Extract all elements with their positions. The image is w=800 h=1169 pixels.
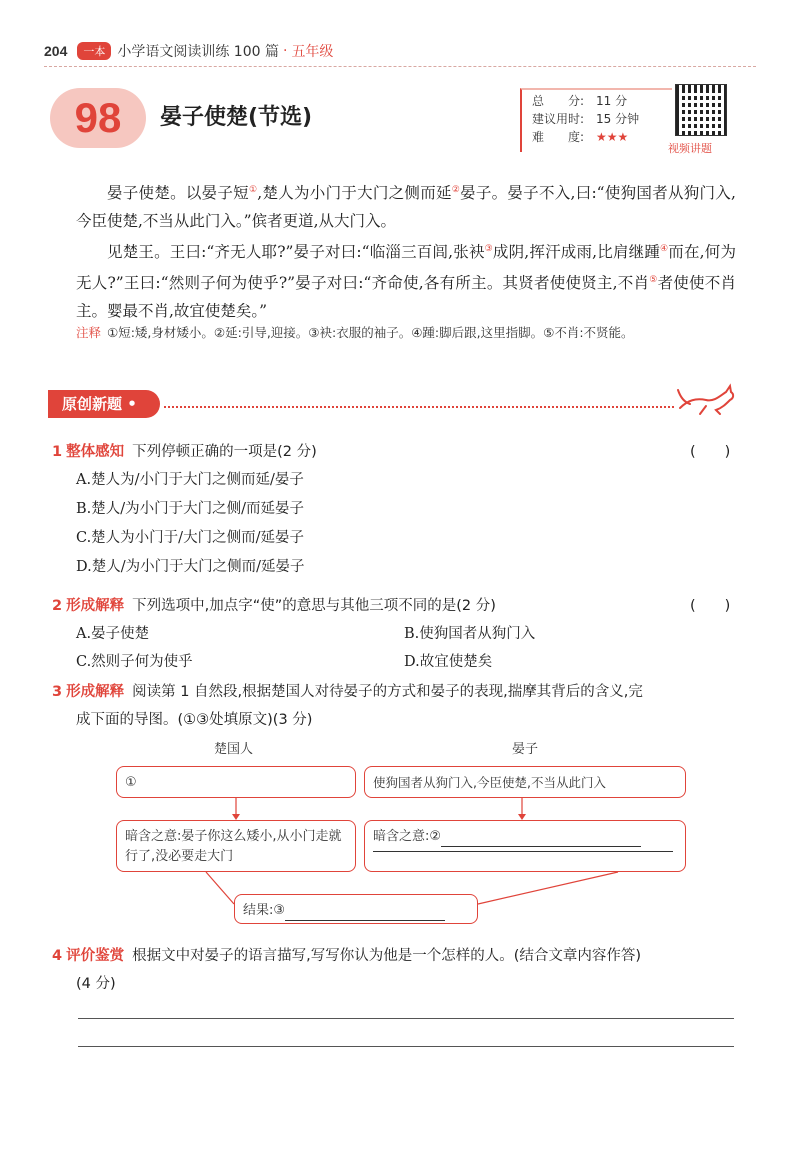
mindmap-box-bottom[interactable] xyxy=(234,894,478,924)
section-divider xyxy=(164,406,674,408)
question-4 xyxy=(52,944,641,965)
question-2 xyxy=(52,594,496,615)
mindmap-box-right-top: 使狗国者从狗门入,今臣使楚,不当从此门入 xyxy=(364,766,686,798)
running-cat-icon xyxy=(676,380,736,416)
book-title: 小学语文阅读训练 100 篇 xyxy=(117,44,279,60)
mindmap-box-right-mid[interactable] xyxy=(364,820,686,872)
q2-option-d[interactable]: D.故宜使楚矣 xyxy=(404,654,493,670)
q2-option-b[interactable]: B.使狗国者从狗门入 xyxy=(404,626,536,642)
answer-bracket-2[interactable]: ( ) xyxy=(690,598,731,614)
blank-prompt: 结果:③ xyxy=(243,903,286,918)
lesson-number: 98 xyxy=(74,94,122,141)
lesson-title: 晏子使楚(节选) xyxy=(160,105,313,130)
annotations-text: ①短:矮,身材矮小。②延:引导,迎接。③袂:衣服的袖子。④踵:脚后跟,这里指脚。⑤不肖:不贤能。 xyxy=(107,325,634,340)
question-tag: 形成解释 xyxy=(66,684,125,700)
page-header xyxy=(44,40,333,62)
difficulty-label: 难 度: xyxy=(532,130,585,144)
question-4-line-2: (4 分) xyxy=(76,976,116,992)
footnote-marker: ⑤ xyxy=(649,275,658,286)
answer-line-1[interactable] xyxy=(78,1018,734,1019)
question-1 xyxy=(52,440,317,461)
footnote-marker: ① xyxy=(248,185,258,195)
lesson-number-badge xyxy=(50,88,146,148)
mindmap-box-left-top[interactable] xyxy=(116,766,356,798)
passage-paragraph-2 xyxy=(76,235,736,325)
passage-text: 而在,何为无人?”王曰:“然则子何为使乎?”晏子对曰:“齐命使,各有所主。其贤者使使贤主,不肖 xyxy=(76,243,736,293)
score-label: 总 分: xyxy=(532,94,585,108)
question-number: 4 xyxy=(52,948,63,964)
question-number: 1 xyxy=(52,444,63,460)
blank-prompt: 暗含之意:② xyxy=(373,829,442,844)
footnote-marker: ④ xyxy=(660,244,669,255)
score-value: 11 分 xyxy=(596,94,628,108)
passage-text: 者使使不肖主。婴最不肖,故宜使楚矣。” xyxy=(76,274,736,321)
passage-text: 见楚王。王曰:“齐无人耶?”晏子对曰:“临淄三百闾,张袂 xyxy=(107,243,485,262)
question-tag: 评价鉴赏 xyxy=(66,948,125,964)
question-text: 下列停顿正确的一项是(2 分) xyxy=(132,444,317,460)
section-tag: 原创新题 • xyxy=(48,390,160,418)
question-number: 2 xyxy=(52,598,63,614)
passage-text: 晏子。晏子不入,曰:“使狗国者从狗门入,今臣使楚,不当从此门入。”傧者更道,从大门入。 xyxy=(76,184,736,231)
q1-option-d[interactable]: D.楚人/为小门于大门之侧而/延晏子 xyxy=(76,559,305,575)
q1-option-a[interactable]: A.楚人为/小门于大门之侧而延/晏子 xyxy=(76,472,304,488)
lesson-meta xyxy=(520,88,672,152)
page-number: 204 xyxy=(44,43,68,59)
mindmap-col-left: 楚国人 xyxy=(214,742,254,757)
difficulty-stars: ★★★ xyxy=(596,130,629,144)
answer-blank-2-line-2[interactable] xyxy=(373,851,673,852)
footnote-marker: ③ xyxy=(484,244,493,255)
annotations-label: 注释 xyxy=(76,325,102,340)
mindmap-box-left-mid: 暗含之意:晏子你这么矮小,从小门走就行了,没必要走大门 xyxy=(116,820,356,872)
mindmap-col-right: 晏子 xyxy=(512,742,539,757)
question-tag: 整体感知 xyxy=(66,444,125,460)
q1-option-c[interactable]: C.楚人为小门于/大门之侧而/延晏子 xyxy=(76,530,304,546)
time-value: 15 分钟 xyxy=(596,112,640,126)
q2-option-a[interactable]: A.晏子使楚 xyxy=(76,626,150,642)
passage xyxy=(76,176,736,325)
header-divider xyxy=(44,66,756,67)
answer-bracket-1[interactable]: ( ) xyxy=(690,444,731,460)
video-explain-link[interactable]: 视频讲题 xyxy=(668,142,712,155)
time-label: 建议用时: xyxy=(532,112,585,126)
brand-badge: 一本 xyxy=(77,42,111,60)
question-3-line-2: 成下面的导图。(①③处填原文)(3 分) xyxy=(76,712,313,728)
q2-option-c[interactable]: C.然则子何为使乎 xyxy=(76,654,193,670)
passage-paragraph-1 xyxy=(76,176,736,235)
question-3 xyxy=(52,680,643,701)
blank-marker: ① xyxy=(125,775,137,790)
passage-text: ,楚人为小门于大门之侧而延 xyxy=(257,184,452,203)
question-text: 根据文中对晏子的语言描写,写写你认为他是一个怎样的人。(结合文章内容作答) xyxy=(132,948,642,964)
question-text: 阅读第 1 自然段,根据楚国人对待晏子的方式和晏子的表现,揣摩其背后的含义,完 xyxy=(132,684,643,700)
qr-code-icon[interactable] xyxy=(675,84,727,136)
answer-blank-3[interactable] xyxy=(285,920,445,921)
question-text: 下列选项中,加点字“使”的意思与其他三项不同的是(2 分) xyxy=(132,598,496,614)
q1-option-b[interactable]: B.楚人/为小门于大门之侧/而延晏子 xyxy=(76,501,305,517)
passage-text: 成阴,挥汗成雨,比肩继踵 xyxy=(492,243,661,262)
answer-line-2[interactable] xyxy=(78,1046,734,1047)
question-tag: 形成解释 xyxy=(66,598,125,614)
annotations xyxy=(76,322,736,344)
answer-blank-2[interactable] xyxy=(441,846,641,847)
footnote-marker: ② xyxy=(451,185,461,195)
question-number: 3 xyxy=(52,684,63,700)
header-separator: · xyxy=(282,43,288,59)
grade-label: 五年级 xyxy=(291,44,334,60)
passage-text: 晏子使楚。以晏子短 xyxy=(107,184,249,203)
